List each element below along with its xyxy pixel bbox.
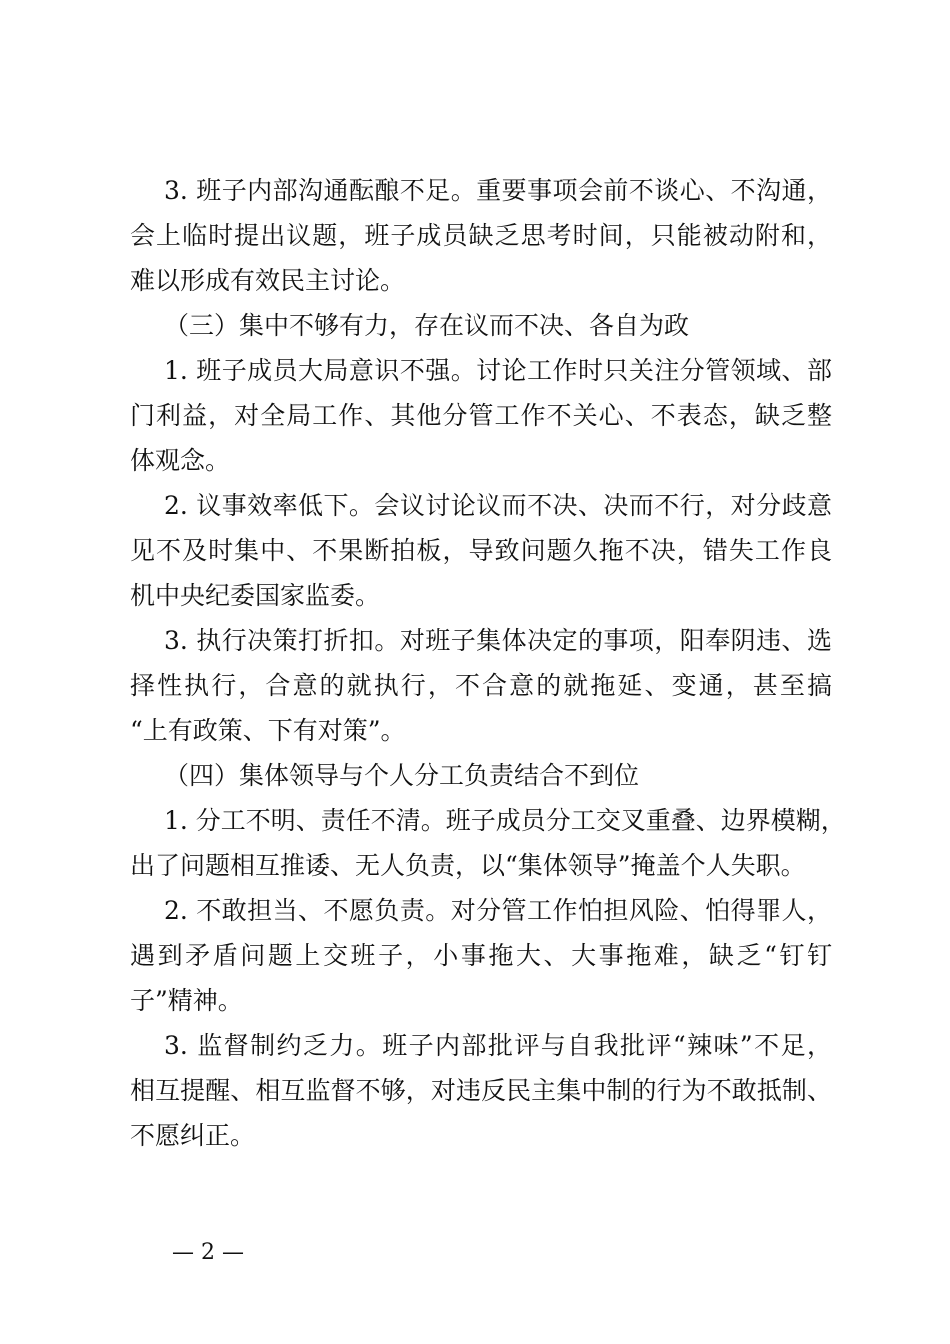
text-line: 门利益，对全局工作、其他分管工作不关心、不表态，缺乏整 [130,401,832,430]
text-line: “上有政策、下有对策”。 [130,716,406,745]
text-line: （三）集中不够有力，存在议而不决、各自为政 [164,311,690,340]
paragraph [130,798,846,888]
paragraph [130,1023,832,1158]
text-line: 会上临时提出议题，班子成员缺乏思考时间，只能被动附和， [130,221,832,250]
text-line: 难以形成有效民主讨论。 [130,266,406,295]
text-line: 子”精神。 [130,986,243,1015]
text-line: 择性执行，合意的就执行，不合意的就拖延、变通，甚至搞 [130,671,832,700]
text-line: 3. 班子内部沟通酝酿不足。重要事项会前不谈心、不沟通， [164,176,832,205]
text-line: （四）集体领导与个人分工负责结合不到位 [164,761,640,790]
text-line: 体观念。 [130,446,231,475]
text-line: 1. 分工不明、责任不清。班子成员分工交叉重叠、边界模糊， [164,806,846,835]
paragraph [130,888,832,1023]
text-line: 遇到矛盾问题上交班子，小事拖大、大事拖难，缺乏“钉钉 [130,941,832,970]
paragraph [130,618,832,753]
text-line: 3. 监督制约乏力。班子内部批评与自我批评“辣味”不足， [164,1031,832,1060]
text-line: 不愿纠正。 [130,1121,256,1150]
section-heading [130,753,832,798]
paragraph [130,348,832,483]
text-line: 机中央纪委国家监委。 [130,581,381,610]
text-line: 见不及时集中、不果断拍板，导致问题久拖不决，错失工作良 [130,536,832,565]
text-line: 2. 不敢担当、不愿负责。对分管工作怕担风险、怕得罪人， [164,896,832,925]
text-line: 相互提醒、相互监督不够，对违反民主集中制的行为不敢抵制、 [130,1076,832,1105]
paragraph [130,168,832,303]
document-body [130,168,846,1158]
text-line: 3. 执行决策打折扣。对班子集体决定的事项，阳奉阴违、选 [164,626,832,655]
text-line: 1. 班子成员大局意识不强。讨论工作时只关注分管领域、部 [164,356,832,385]
text-line: 2. 议事效率低下。会议讨论议而不决、决而不行，对分歧意 [164,491,832,520]
page-number: — 2 — [172,1240,244,1265]
text-line: 出了问题相互推诿、无人负责，以“集体领导”掩盖个人失职。 [130,851,806,880]
section-heading [130,303,832,348]
paragraph [130,483,832,618]
